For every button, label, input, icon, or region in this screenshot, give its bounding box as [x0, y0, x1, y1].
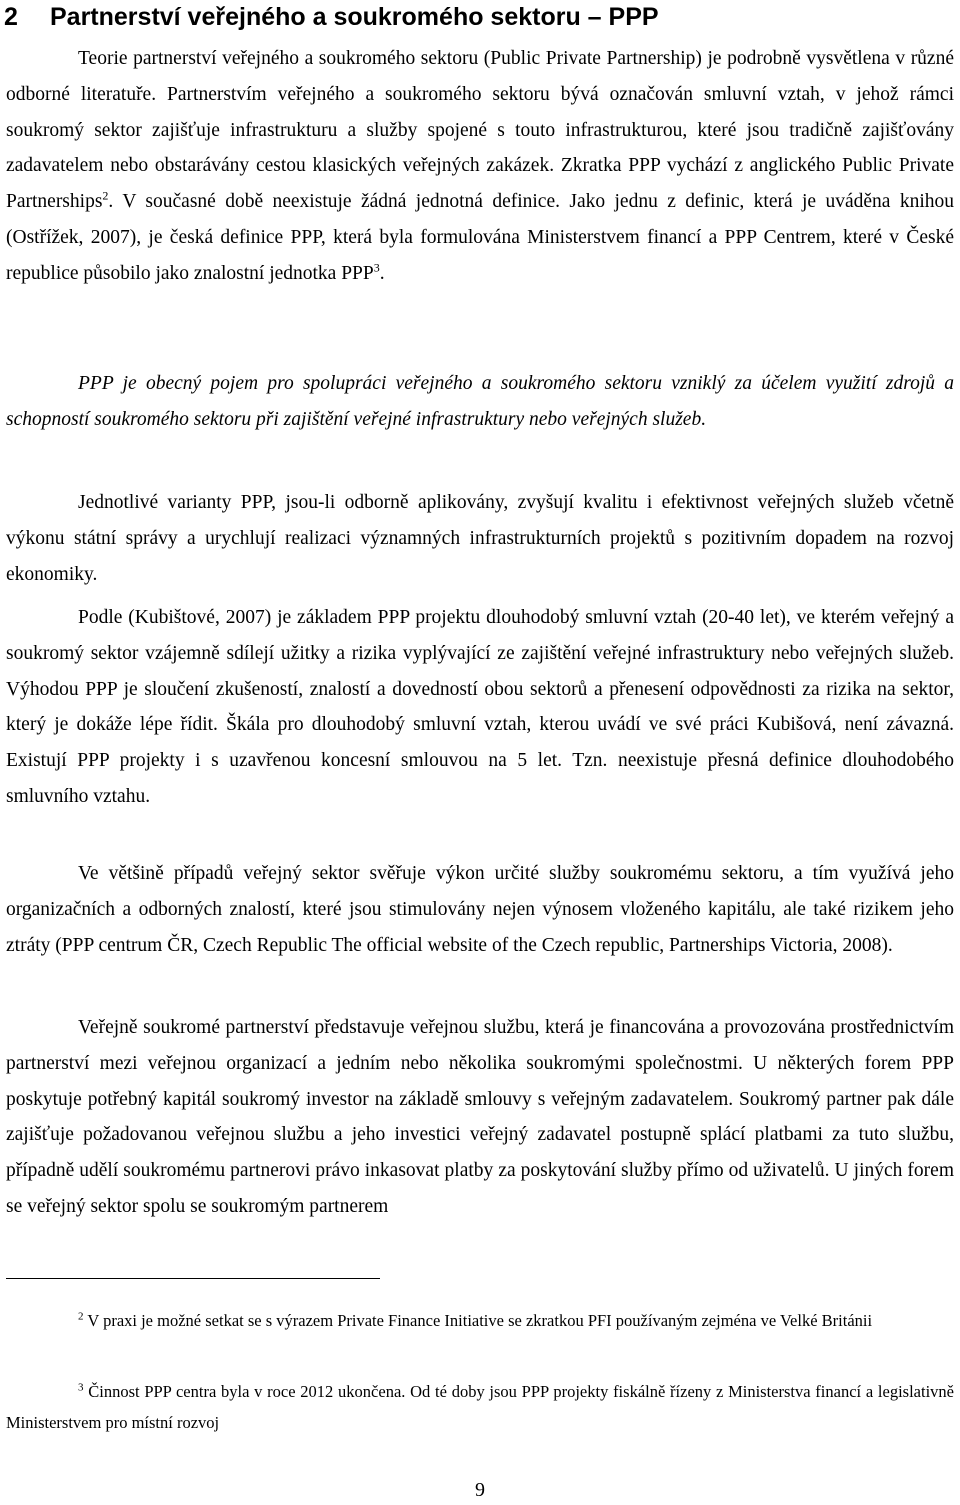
footnote-3 [6, 1376, 954, 1438]
footnote-2 [6, 1305, 954, 1336]
paragraph-public-sector: Ve většině případů veřejný sektor svěřuje výkon určité služby soukromému sektoru, a tím využívá jeho organizačních a odborných znalostí, které jsou stimulovány nejen výnosem vloženého kapitálu, ale také rizikem jeho ztráty (PPP centrum ČR, Czech Republic The official website of the Czech republic, Partnerships Victoria, 2008). [6, 863, 954, 956]
chapter-title: Partnerství veřejného a soukromého sektoru – PPP [50, 3, 659, 31]
chapter-number: 2 [4, 3, 18, 31]
paragraph-kubistova: Podle (Kubištové, 2007) je základem PPP projektu dlouhodobý smluvní vztah (20-40 let), ve kterém veřejný a soukromý sektor vzájemně sdílejí užitky a rizika vyplývající ze zajištění veřejné infrastruktury nebo veřejných služeb. Výhodou PPP je sloučení zkušeností, znalostí a dovedností obou sektorů a přenesení odpovědnosti za rizika na sektor, který je dokáže lépe řídit. Škála pro dlouhodobý smluvní vztah, kterou uvádí ve své práci Kubišová, není závazná. Existují PPP projekty i s uzavřenou koncesní smlouvou na 5 let. Tzn. neexistuje přesná definice dlouhodobého smluvního vztahu. [6, 607, 954, 807]
chapter-heading [4, 0, 659, 34]
footnote-ref-2: 2 [102, 188, 109, 203]
footnote-2-text: V praxi je možné setkat se s výrazem Private Finance Initiative se zkratkou PFI používaným zejména ve Velké Británii [83, 1311, 873, 1330]
paragraph-variants: Jednotlivé varianty PPP, jsou-li odborně aplikovány, zvyšují kvalitu i efektivnost veřejných služeb včetně výkonu státní správy a urychlují realizaci významných infrastrukturních projektů s pozitivním dopadem na rozvoj ekonomiky. [6, 492, 954, 585]
footnote-3-mark: 3 [78, 1381, 84, 1394]
paragraph-partnership: Veřejně soukromé partnerství představuje veřejnou službu, která je financována a provozována prostřednictvím partnerství mezi veřejnou organizací a jedním nebo několika soukromými společnostmi. U některých forem PPP poskytuje potřebný kapitál soukromý investor na základě smlouvy s veřejným zadavatelem. Soukromý partner pak dále zajišťuje požadovanou veřejnou službu a jeho investici veřejný zadavatel postupně splácí platbami za tuto službu, případně udělí soukromému partnerovi právo inkasovat platby za poskytování služby přímo od uživatelů. U jiných forem se veřejný sektor spolu se soukromým partnerem [6, 1017, 954, 1217]
footnote-ref-3: 3 [373, 260, 380, 275]
paragraph-intro-text-c: . [379, 262, 385, 284]
paragraph-intro-text-a: Teorie partnerství veřejného a soukromého sektoru (Public Private Partnership) je podrobně vysvětlena v různé odborné literatuře. Partnerstvím veřejného a soukromého sektoru bývá označován smluvní vztah, v jehož rámci soukromý sektor zajišťuje infrastrukturu a služby spojené s touto infrastrukturou, které jsou tradičně zajišťovány zadavatelem nebo obstarávány cestou klasických veřejných zakázek. Zkratka PPP vychází z anglického Public Private Partnerships [6, 48, 954, 213]
footnote-separator [6, 1278, 380, 1279]
definition-quote: PPP je obecný pojem pro spolupráci veřejného a soukromého sektoru vzniklý za účelem využití zdrojů a schopností soukromého sektoru při zajištění veřejné infrastruktury nebo veřejných služeb. [6, 373, 954, 430]
page-number: 9 [475, 1479, 485, 1501]
footnote-2-mark: 2 [78, 1310, 84, 1323]
paragraph-intro [6, 41, 954, 292]
paragraph-intro-text-b: . V současné době neexistuje žádná jednotná definice. Jako jednu z definic, která je uváděna knihou (Ostřížek, 2007), je česká definice PPP, která byla formulována Ministerstvem financí a PPP Centrem, které v České republice působilo jako znalostní jednotka PPP [6, 191, 954, 284]
footnote-3-text: Činnost PPP centra byla v roce 2012 ukončena. Od té doby jsou PPP projekty fiskálně řízeny z Ministerstva financí a legislativně Ministerstvem pro místní rozvoj [6, 1382, 954, 1432]
